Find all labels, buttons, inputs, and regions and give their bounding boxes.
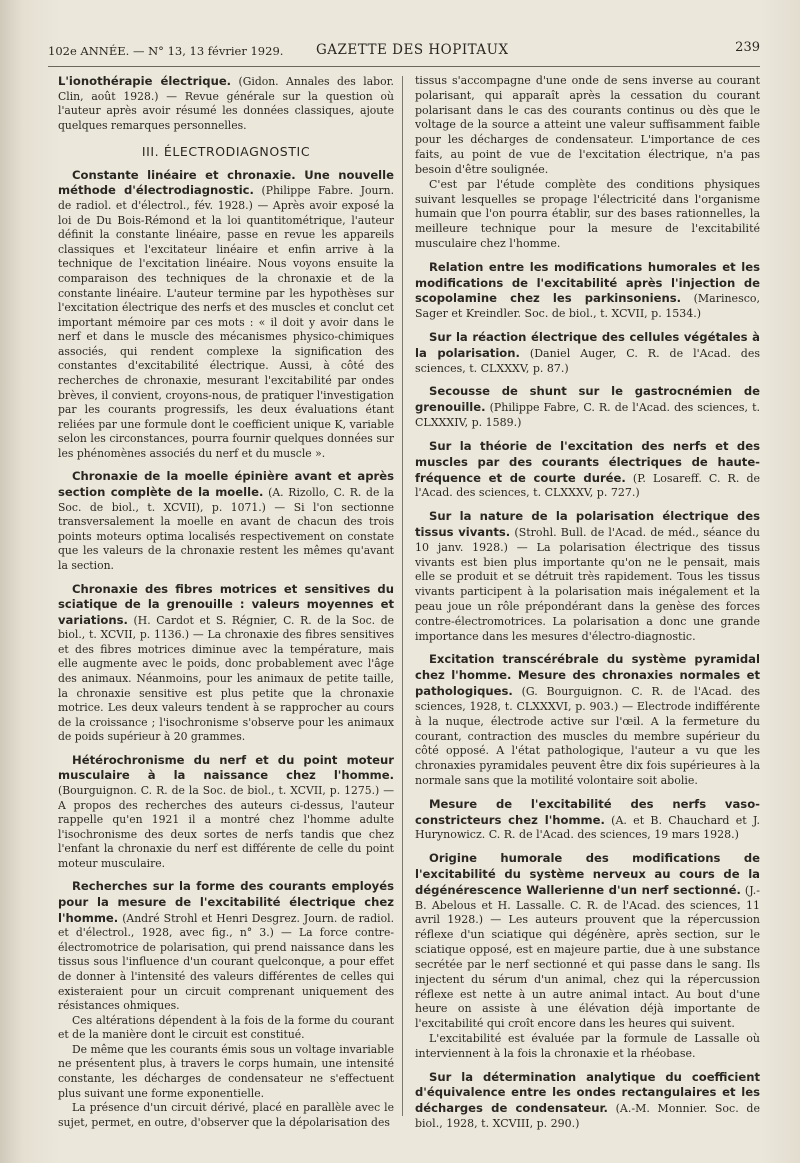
article-body: (André Strohl et Henri Desgrez. Journ. de radiol. et d'électrol., 1928, avec fig., n° 3.) — La force contre-électromotrice de polarisation, qui prend naissance dans les tissus sous l'influence d'un courant quelconque, a pour effet de donner à l'intensité des valeurs différentes de celles qui existeraient pour un circuit comprenant uniquement des résistances ohmiques. bbox=[58, 911, 394, 1013]
article-title: Origine humorale des modifications de l'excitabilité du système nerveux au cours de la dégénérescence Wallerienne d'un nerf sectionné. bbox=[415, 851, 760, 897]
paragraph: L'excitabilité est évaluée par la formule de Lassalle où interviennent à la fois la chronaxie et la rhéobase. bbox=[415, 1031, 760, 1060]
article bbox=[58, 582, 394, 745]
article-body: (A. et B. Chauchard et J. Hurynowicz. C. R. de l'Acad. des sciences, 19 mars 1928.) bbox=[415, 813, 760, 842]
article-title: Hétérochronisme du nerf et du point moteur musculaire à la naissance chez l'homme. bbox=[58, 752, 394, 783]
article-title: Chronaxie de la moelle épinière avant et après section complète de la moelle. bbox=[58, 469, 394, 500]
article bbox=[58, 469, 394, 573]
article-body: (Philippe Fabre, C. R. de l'Acad. des sciences, t. CLXXXIV, p. 1589.) bbox=[415, 401, 760, 430]
article bbox=[415, 509, 760, 644]
article-title: Sur la réaction électrique des cellules végétales à la polarisation. bbox=[415, 330, 760, 360]
article-body: (Marinesco, Sager et Kreindler. Soc. de biol., t. XCVII, p. 1534.) bbox=[415, 292, 760, 321]
issue-line: 102e ANNÉE. — N° 13, 13 février 1929. bbox=[48, 44, 284, 58]
article bbox=[415, 797, 760, 843]
paragraph: Ces altérations dépendent à la fois de la forme du courant et de la manière dont le circuit est constitué. bbox=[58, 1013, 394, 1042]
article bbox=[415, 1070, 760, 1132]
article bbox=[58, 753, 394, 872]
article bbox=[58, 168, 394, 462]
article bbox=[58, 879, 394, 1013]
article bbox=[415, 330, 760, 376]
article-title: Mesure de l'excitabilité des nerfs vaso-constricteurs chez l'homme. bbox=[415, 796, 760, 827]
article-title: Recherches sur la forme des courants employés pour la mesure de l'excitabilité électrique chez l'homme. bbox=[58, 879, 394, 925]
article-body: (A.-M. Monnier. Soc. de biol., 1928, t. XCVIII, p. 290.) bbox=[415, 1102, 760, 1130]
article-body: (G. Bourguignon. C. R. de l'Acad. des sciences, 1928, t. CLXXXVI, p. 903.) — Electrode indifférente à la nuque, électrode active sur l'œil. A la fermeture du courant, contraction des muscles du membre supérieur du côté opposé. A l'état pathologique, l'auteur a vu que les chronaxies pyramidales peuvent être dix fois supérieures à la normale sans que la motilité volontaire soit abolie. bbox=[415, 685, 760, 787]
running-header bbox=[48, 36, 760, 67]
article-body: (Philippe Fabre. Journ. de radiol. et d'électrol., fév. 1928.) — Après avoir exposé la loi de Du Bois-Rémond et la loi quantitométrique, l'auteur définit la constante linéaire, passe en revue les appareils classiques et l'excitateur linéaire et enfin arrive à la technique de l'excitation linéaire. Nous voyons ensuite la comparaison des techniques de la chronaxie et de la constante linéaire. L'auteur termine par les hypothèses sur l'excitation électrique des nerfs et des muscles et conclut cet important mémoire par ces mots : « il doit y avoir dans le nerf et dans le muscle des mécanismes physico-chimiques associés, qui rendent complexe la signification des constantes d'excitabilité électrique. Aussi, à côté des recherches de chronaxie, mesurant l'excitabilité par ondes brèves, il convient, croyons-nous, de pratiquer l'investigation par les courants progressifs, les deux évaluations étant reliées par une formule dont le coefficient unique K, variable selon les circonstances, pourra fournir quelques données sur les phénomènes associés du nerf et du muscle ». bbox=[58, 184, 394, 460]
article-body: (Strohl. Bull. de l'Acad. de méd., séance du 10 janv. 1928.) — La polarisation électrique des tissus vivants est bien plus importante qu'on ne le pensait, mais elle se produit et se détruit très rapidement. Tous les tissus vivants participent à la polarisation mais inégalement et la peau joue un rôle prépondérant dans la genèse des forces contre-électromotrices. La polarisation a donc une grande importance dans les mesures d'électro-diagnostic. bbox=[415, 525, 760, 643]
paragraph: tissus s'accompagne d'une onde de sens inverse au courant polarisant, qui apparaît après la cessation du courant polarisant dans le cas des courants continus ou dès que le voltage de la source a atteint une valeur suffisamment faible pour les décharges de condensateur. L'importance de ces faits, au point de vue de l'excitation électrique, n'a pas besoin d'être soulignée. bbox=[415, 74, 760, 176]
page-number: 239 bbox=[735, 40, 760, 55]
article-body: (Daniel Auger, C. R. de l'Acad. des sciences, t. CLXXXV, p. 87.) bbox=[415, 346, 760, 375]
article-title: Relation entre les modifications humorales et les modifications de l'excitabilité après l'injection de scopolamine chez les parkinsoniens. bbox=[415, 259, 760, 306]
journal-title: GAZETTE DES HOPITAUX bbox=[316, 42, 509, 58]
article-title: L'ionothérapie électrique. bbox=[58, 74, 232, 88]
article-title: Constante linéaire et chronaxie. Une nouvelle méthode d'électrodiagnostic. bbox=[58, 167, 394, 198]
article-title: Chronaxie des fibres motrices et sensitives du sciatique de la grenouille : valeurs moyennes et variations. bbox=[58, 581, 394, 627]
paragraph: C'est par l'étude complète des conditions physiques suivant lesquelles se propage l'électricité dans l'organisme humain que l'on pourra établir, sur des bases rationnelles, la meilleure technique pour la mesure de l'excitabilité musculaire chez l'homme. bbox=[415, 177, 760, 250]
article-body: (Gidon. Annales des labor. Clin, août 1928.) — Revue générale sur la question où l'auteur après avoir résumé les données classiques, ajoute quelques remarques personnelles. bbox=[58, 75, 394, 132]
article bbox=[415, 439, 760, 501]
article-title: Sur la détermination analytique du coefficient d'équivalence entre les ondes rectangulaires et les décharges de condensateur. bbox=[415, 1069, 760, 1116]
article bbox=[415, 652, 760, 788]
article-body: (A. Rizollo, C. R. de la Soc. de biol., t. XCVII), p. 1071.) — Si l'on sectionne transversalement la moelle en avant de chacun des trois points moteurs optima localisés respectivement on constate que les valeurs de la chronaxie restent les mêmes qu'avant la section. bbox=[58, 486, 394, 572]
article-body: (Bourguignon. C. R. de la Soc. de biol., t. XCVII, p. 1275.) — A propos des recherches des auteurs ci-dessus, l'auteur rappelle qu'en 1921 il a montré chez l'homme adulte l'isochronisme des deux sortes de nerfs tandis que chez l'enfant la chronaxie du nerf est différente de celle du point moteur musculaire. bbox=[58, 784, 394, 870]
article-title: Excitation transcérébrale du système pyramidal chez l'homme. Mesure des chronaxies normales et pathologiques. bbox=[415, 652, 760, 699]
section-heading: III. ÉLECTRODIAGNOSTIC bbox=[141, 144, 311, 160]
article-body: (H. Cardot et S. Régnier, C. R. de la Soc. de biol., t. XCVII, p. 1136.) — La chronaxie des fibres sensitives et des fibres motrices diminue avec la température, mais elle augmente avec le poids, donc probablement avec l'âge des animaux. Néanmoins, pour les animaux de petite taille, la chronaxie sensitive est plus petite que la chronaxie motrice. Les deux valeurs tendent à se rapprocher au cours de la croissance ; l'isochronisme s'observe pour les animaux de poids supérieur à 20 grammes. bbox=[58, 613, 394, 744]
right-column bbox=[415, 74, 760, 1134]
article bbox=[58, 74, 394, 133]
paragraph: De même que les courants émis sous un voltage invariable ne présentent plus, à travers le corps humain, une intensité constante, les décharges de condensateur ne s'effectuent plus suivant une forme exponentielle. bbox=[58, 1042, 394, 1100]
article bbox=[415, 260, 760, 322]
article-body: (J.-B. Abelous et H. Lassalle. C. R. de l'Acad. des sciences, 11 avril 1928.) — Les auteurs prouvent que la répercussion réflexe d'un sciatique qui dégénère, après section, sur le sciatique opposé, est en majeure partie, due à une substance secrétée par le nerf sectionné et qui passe dans le sang. Ils injectent du sérum d'un animal, chez qui la répercussion réflexe est nette à un autre animal intact. Au bout d'une heure on assiste à une élévation déjà importante de l'excitabilité qui croît encore dans les heures qui suivent. bbox=[415, 883, 760, 1031]
article-title: Sur la nature de la polarisation électrique des tissus vivants. bbox=[415, 509, 760, 539]
article bbox=[415, 384, 760, 430]
column-rule bbox=[402, 76, 403, 1116]
article-title: Sur la théorie de l'excitation des nerfs et des muscles par des courants électriques de haute-fréquence et de courte durée. bbox=[415, 438, 760, 485]
article bbox=[415, 851, 760, 1032]
left-column bbox=[58, 74, 394, 1134]
paragraph: La présence d'un circuit dérivé, placé en parallèle avec le sujet, permet, en outre, d'observer que la dépolarisation des bbox=[58, 1101, 394, 1129]
article-body: (P. Losareff. C. R. de l'Acad. des sciences, t. CLXXXV, p. 727.) bbox=[415, 471, 760, 500]
article-title: Secousse de shunt sur le gastrocnémien de grenouille. bbox=[415, 384, 760, 415]
